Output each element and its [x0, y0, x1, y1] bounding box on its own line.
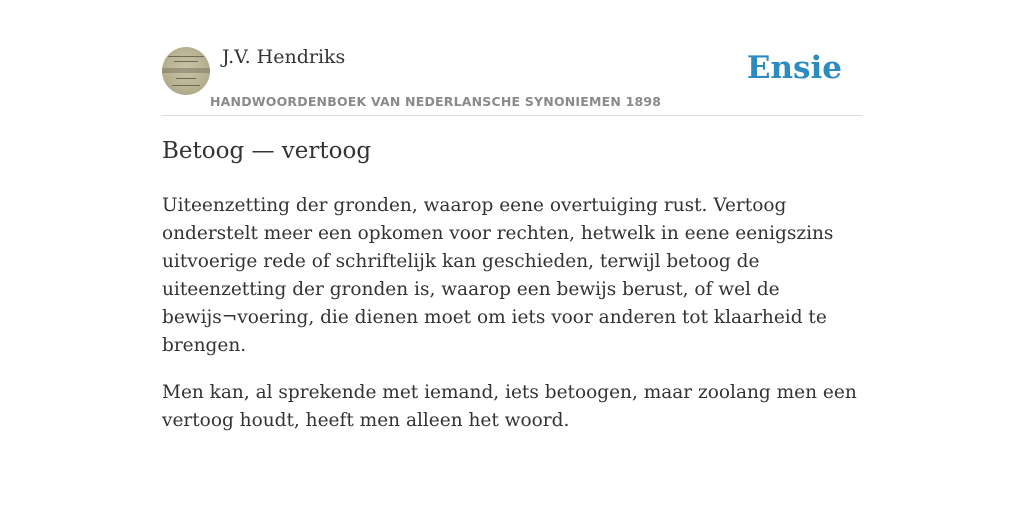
author-name[interactable]: J.V. Hendriks [222, 46, 346, 68]
cover-band [162, 68, 210, 73]
entry-body [162, 192, 864, 454]
entry-paragraph: Men kan, al sprekende met iemand, iets betoogen, maar zoolang men een vertoog houdt, heeft men alleen het woord. [162, 382, 857, 431]
cover-line [174, 61, 198, 62]
cover-line [168, 56, 204, 57]
cover-line [172, 85, 200, 86]
ensie-logo[interactable]: Ensie [746, 50, 842, 86]
book-cover-icon[interactable] [162, 47, 210, 95]
entry-paragraph: Uiteenzetting der gronden, waarop eene overtuiging rust. Vertoog onderstelt meer een opkomen voor rechten, hetwelk in eene eenigszins uitvoerige rede of schriftelijk kan geschieden, terwijl betoog de uiteenzetting der gronden is, waarop een bewijs berust, of wel de bewijs¬voering, die dienen moet om iets voor anderen tot klaarheid te brengen. [162, 195, 834, 356]
header [162, 44, 862, 116]
entry-title: Betoog — vertoog [162, 138, 372, 164]
cover-line [176, 78, 196, 79]
source-title[interactable]: HANDWOORDENBOEK VAN NEDERLANSCHE SYNONIEMEN 1898 [210, 94, 662, 109]
